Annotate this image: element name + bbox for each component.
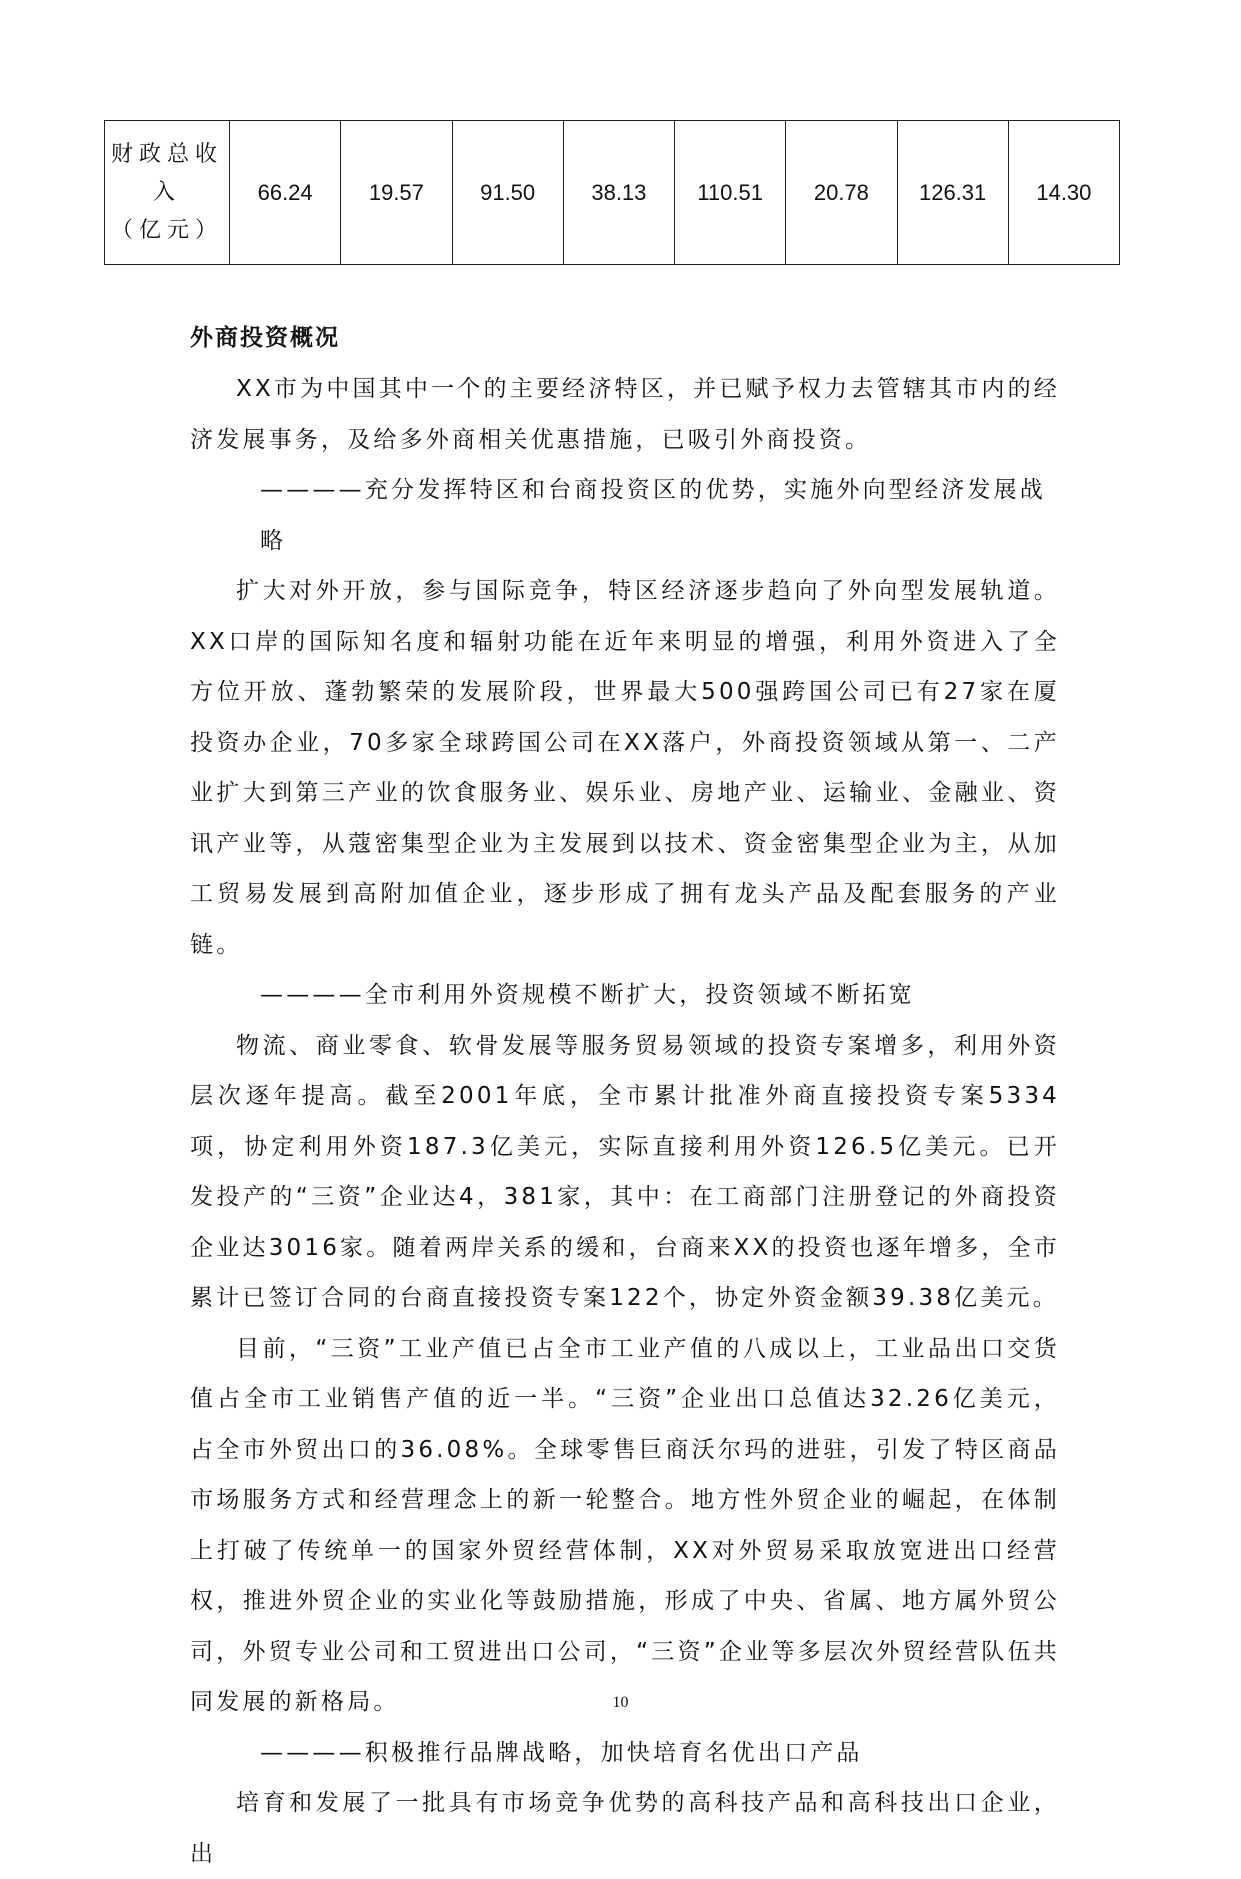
- table-cell: 38.13: [563, 121, 674, 265]
- table-cell: 110.51: [675, 121, 786, 265]
- table-row: [105, 121, 1120, 265]
- paragraph: XX市为中国其中一个的主要经济特区，并已赋予权力去管辖其市内的经济发展事务，及给多外商相关优惠措施，已吸引外商投资。: [190, 376, 1060, 453]
- table-cell: 14.30: [1008, 121, 1119, 265]
- table-cell: 126.31: [897, 121, 1008, 265]
- paragraph: 目前，“三资”工业产值已占全市工业产值的八成以上，工业品出口交货值占全市工业销售产值的近一半。“三资”企业出口总值达32.26亿美元，占全市外贸出口的36.08%。全球零售巨商沃尔玛的进驻，引发了特区商品市场服务方式和经营理念上的新一轮整合。地方性外贸企业的崛起，在体制上打破了传统单一的国家外贸经营体制，XX对外贸易采取放宽进出口经营权，推进外贸企业的实业化等鼓励措施，形成了中央、省属、地方属外贸公司，外贸专业公司和工贸进出口公司，“三资”企业等多层次外贸经营队伍共同发展的新格局。: [190, 1335, 1060, 1715]
- row-label-line: （亿元）: [110, 217, 223, 243]
- section-body: [190, 318, 1060, 1879]
- section-title: 外商投资概况: [190, 325, 340, 351]
- row-label-line: 财政总收: [110, 141, 223, 167]
- row-label: [105, 121, 230, 265]
- table-cell: 20.78: [786, 121, 897, 265]
- revenue-table: [104, 120, 1120, 265]
- paragraph: 物流、商业零食、软骨发展等服务贸易领域的投资专案增多，利用外资层次逐年提高。截至2001年底，全市累计批准外商直接投资专案5334项，协定利用外资187.3亿美元，实际直接利用外资126.5亿美元。已开发投产的“三资”企业达4，381家，其中：在工商部门注册登记的外商投资企业达3016家。随着两岸关系的缓和，台商来XX的投资也逐年增多，全市累计已签订合同的台商直接投资专案122个，协定外资金额39.38亿美元。: [190, 1032, 1060, 1311]
- table-cell: 91.50: [452, 121, 563, 265]
- paragraph: 培育和发展了一批具有市场竞争优势的高科技产品和高科技出口企业，出: [190, 1790, 1060, 1867]
- subheading: ————全市利用外资规模不断扩大，投资领域不断拓宽: [260, 982, 915, 1008]
- row-label-line: 入: [152, 179, 181, 205]
- paragraph: 扩大对外开放，参与国际竞争，特区经济逐步趋向了外向型发展轨道。XX口岸的国际知名度和辐射功能在近年来明显的增强，利用外资进入了全方位开放、蓬勃繁荣的发展阶段，世界最大500强跨国公司已有27家在厦投资办企业，70多家全球跨国公司在XX落户，外商投资领域从第一、二产业扩大到第三产业的饮食服务业、娱乐业、房地产业、运输业、金融业、资讯产业等，从蔻密集型企业为主发展到以技术、资金密集型企业为主，从加工贸易发展到高附加值企业，逐步形成了拥有龙头产品及配套服务的产业链。: [190, 578, 1060, 958]
- subheading: ————充分发挥特区和台商投资区的优势，实施外向型经济发展战略: [260, 477, 1046, 554]
- table-cell: 66.24: [230, 121, 341, 265]
- table-cell: 19.57: [341, 121, 452, 265]
- page-number: 10: [612, 1694, 629, 1711]
- subheading: ————积极推行品牌战略，加快培育名优出口产品: [260, 1739, 863, 1766]
